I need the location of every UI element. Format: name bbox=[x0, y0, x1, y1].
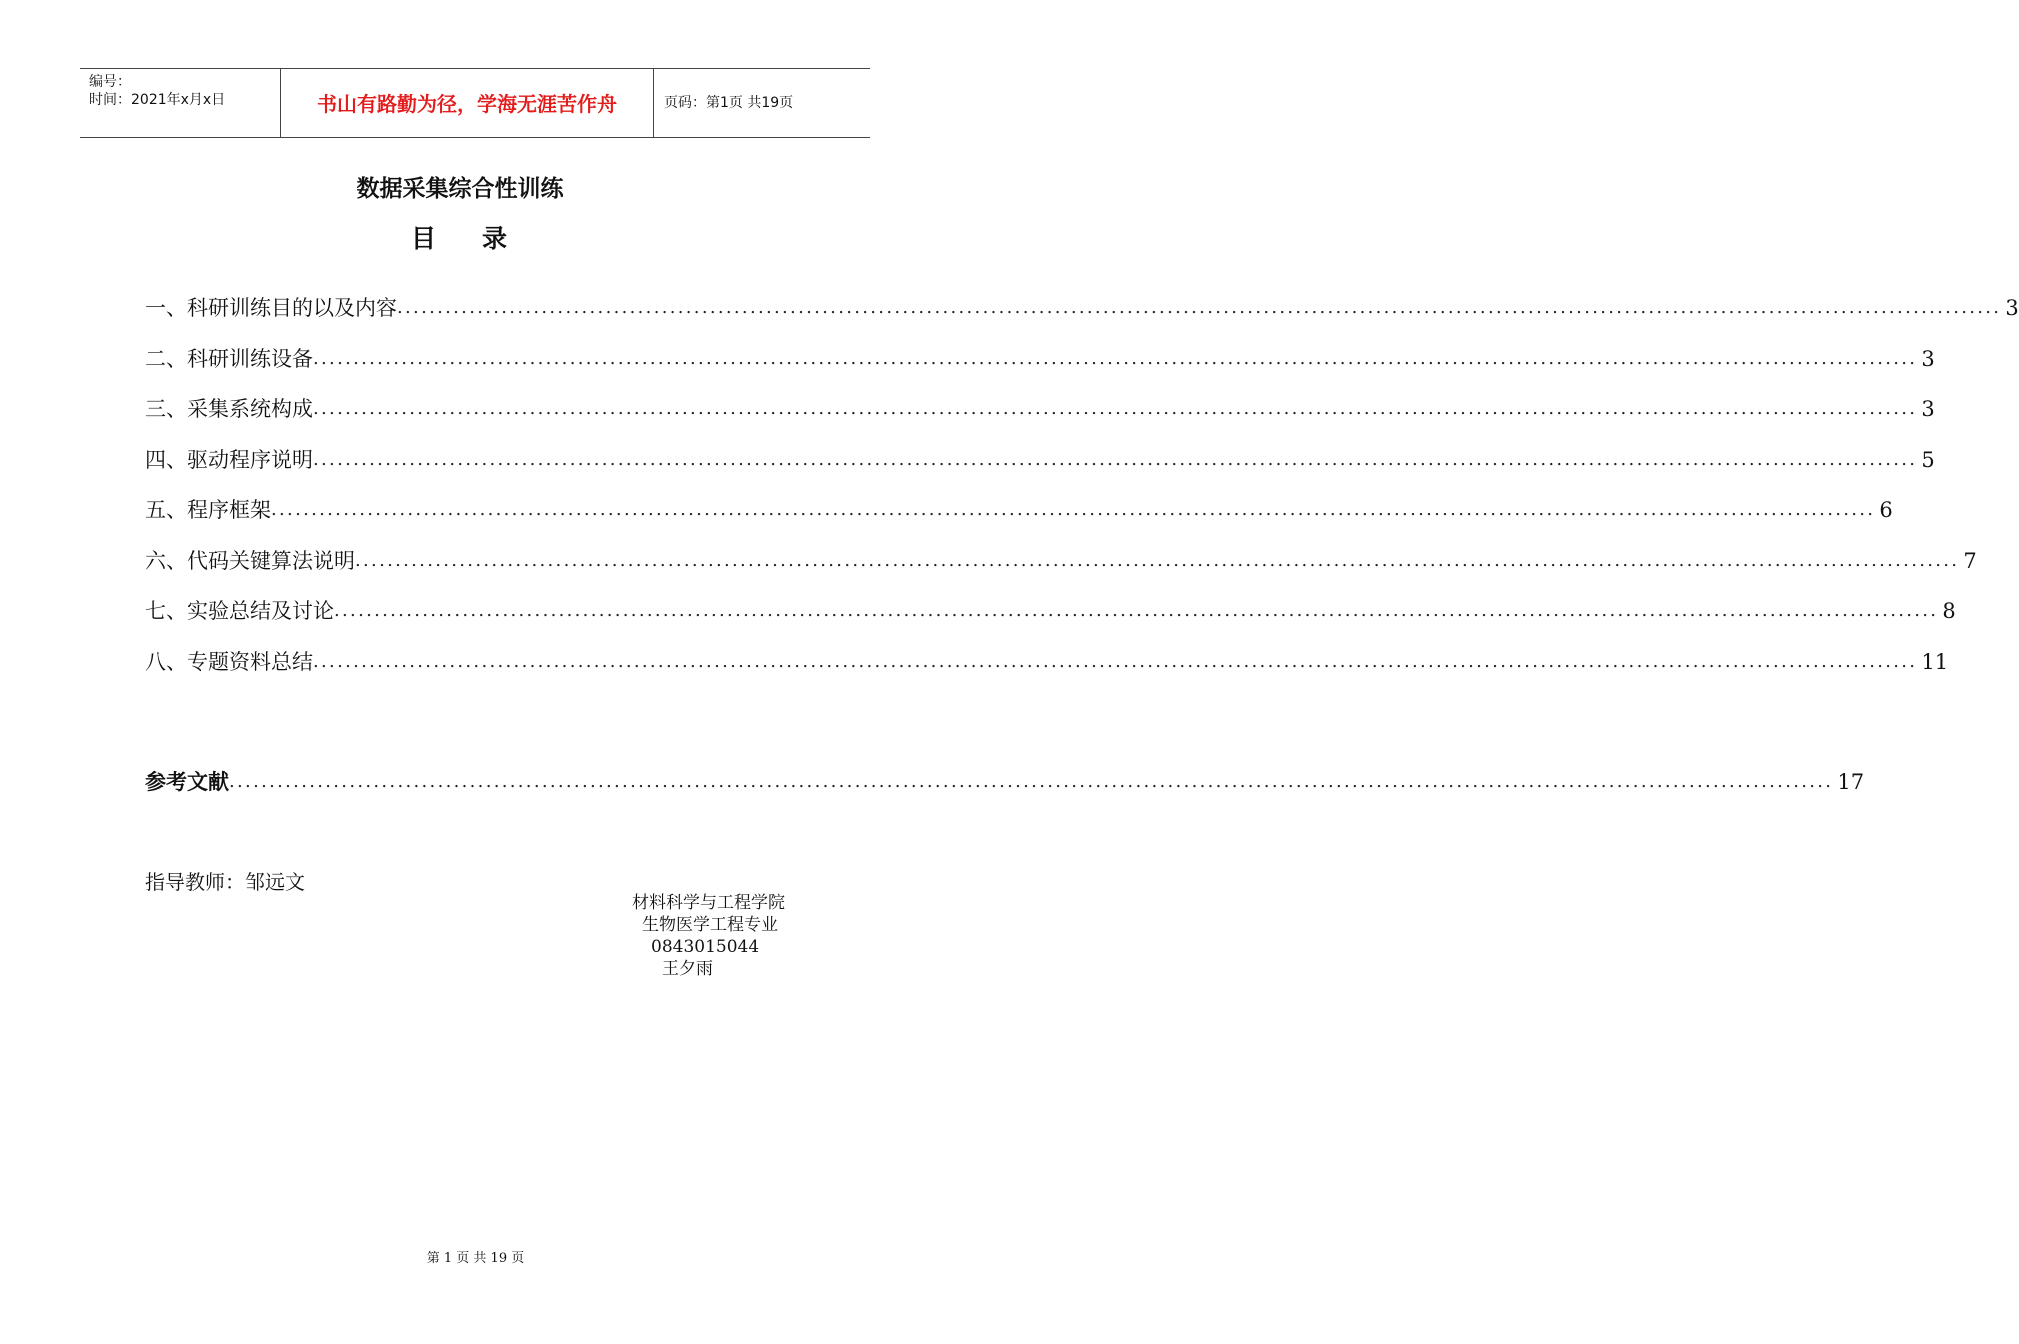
motto-text: 书山有路勤为径，学海无涯苦作舟 bbox=[317, 92, 617, 116]
student-name: 王夕雨 bbox=[662, 959, 713, 979]
toc-entry-label: 七、实验总结及讨论 bbox=[145, 599, 334, 623]
toc-heading-char-2: 录 bbox=[482, 224, 510, 253]
student-id: 0843015044 bbox=[651, 937, 760, 957]
toc-entry-label: 参考文献 bbox=[145, 770, 229, 794]
toc-entry-label: 五、程序框架 bbox=[145, 498, 271, 522]
toc-entry-label: 六、代码关键算法说明 bbox=[145, 549, 355, 573]
toc-heading-char-1: 目 bbox=[410, 224, 438, 253]
toc-leader-dots: ........................................................................................................................................................................................................ bbox=[313, 348, 1918, 369]
toc-entry[interactable] bbox=[145, 444, 1935, 474]
toc-entry-page: 11 bbox=[1921, 650, 1949, 674]
toc-entry-page: 6 bbox=[1879, 498, 1893, 522]
toc-entry-page: 3 bbox=[1921, 347, 1935, 371]
toc-entry-page: 3 bbox=[2005, 296, 2019, 320]
header-motto-cell bbox=[281, 69, 654, 137]
toc-entry[interactable] bbox=[145, 393, 1935, 423]
advisor-line: 指导教师：邹远文 bbox=[145, 870, 305, 894]
toc-entry-label: 三、采集系统构成 bbox=[145, 397, 313, 421]
toc-entry-label: 一、科研训练目的以及内容 bbox=[145, 296, 397, 320]
toc-leader-dots: ........................................................................................................................................................................................................ bbox=[355, 550, 1960, 571]
toc-leader-dots: ........................................................................................................................................................................................................ bbox=[313, 449, 1918, 470]
toc-entry-label: 二、科研训练设备 bbox=[145, 347, 313, 371]
student-major: 生物医学工程专业 bbox=[642, 915, 778, 935]
header-page-cell bbox=[654, 69, 870, 137]
document-title: 数据采集综合性训练 bbox=[356, 176, 564, 202]
toc-heading bbox=[0, 219, 920, 255]
toc-entry[interactable] bbox=[145, 646, 1949, 676]
toc-entry-label: 八、专题资料总结 bbox=[145, 650, 313, 674]
toc-leader-dots: ........................................................................................................................................................................................................ bbox=[334, 600, 1939, 621]
header-meta-cell bbox=[80, 69, 281, 137]
header-page-info: 页码：第1页 共19页 bbox=[664, 95, 794, 111]
toc-leader-dots: ........................................................................................................................................................................................................ bbox=[271, 499, 1876, 520]
toc-entry[interactable] bbox=[145, 494, 1893, 524]
page-header bbox=[80, 68, 870, 138]
toc-entry[interactable] bbox=[145, 595, 1956, 625]
toc-entry[interactable] bbox=[145, 292, 2019, 322]
toc-leader-dots: ........................................................................................................................................................................................................ bbox=[313, 651, 1918, 672]
toc-entry-label: 四、驱动程序说明 bbox=[145, 448, 313, 472]
toc-entry-page: 8 bbox=[1942, 599, 1956, 623]
time-label: 时间：2021年x月x日 bbox=[89, 92, 226, 108]
toc-leader-dots: ........................................................................................................................................................................................................ bbox=[313, 398, 1918, 419]
toc-entry-page: 3 bbox=[1921, 397, 1935, 421]
code-label: 编号： bbox=[89, 74, 131, 90]
toc-entry-page: 17 bbox=[1837, 770, 1865, 794]
toc-entry[interactable] bbox=[145, 343, 1935, 373]
student-school: 材料科学与工程学院 bbox=[632, 893, 785, 913]
page-footer: 第 1 页 共 19 页 bbox=[426, 1251, 525, 1266]
toc-entry[interactable] bbox=[145, 545, 1977, 575]
toc-entry-page: 5 bbox=[1921, 448, 1935, 472]
toc-leader-dots: ........................................................................................................................................................................................................ bbox=[229, 771, 1834, 792]
toc-leader-dots: ........................................................................................................................................................................................................ bbox=[397, 297, 2002, 318]
toc-entry-page: 7 bbox=[1963, 549, 1977, 573]
toc-entry-references[interactable] bbox=[145, 766, 1865, 796]
